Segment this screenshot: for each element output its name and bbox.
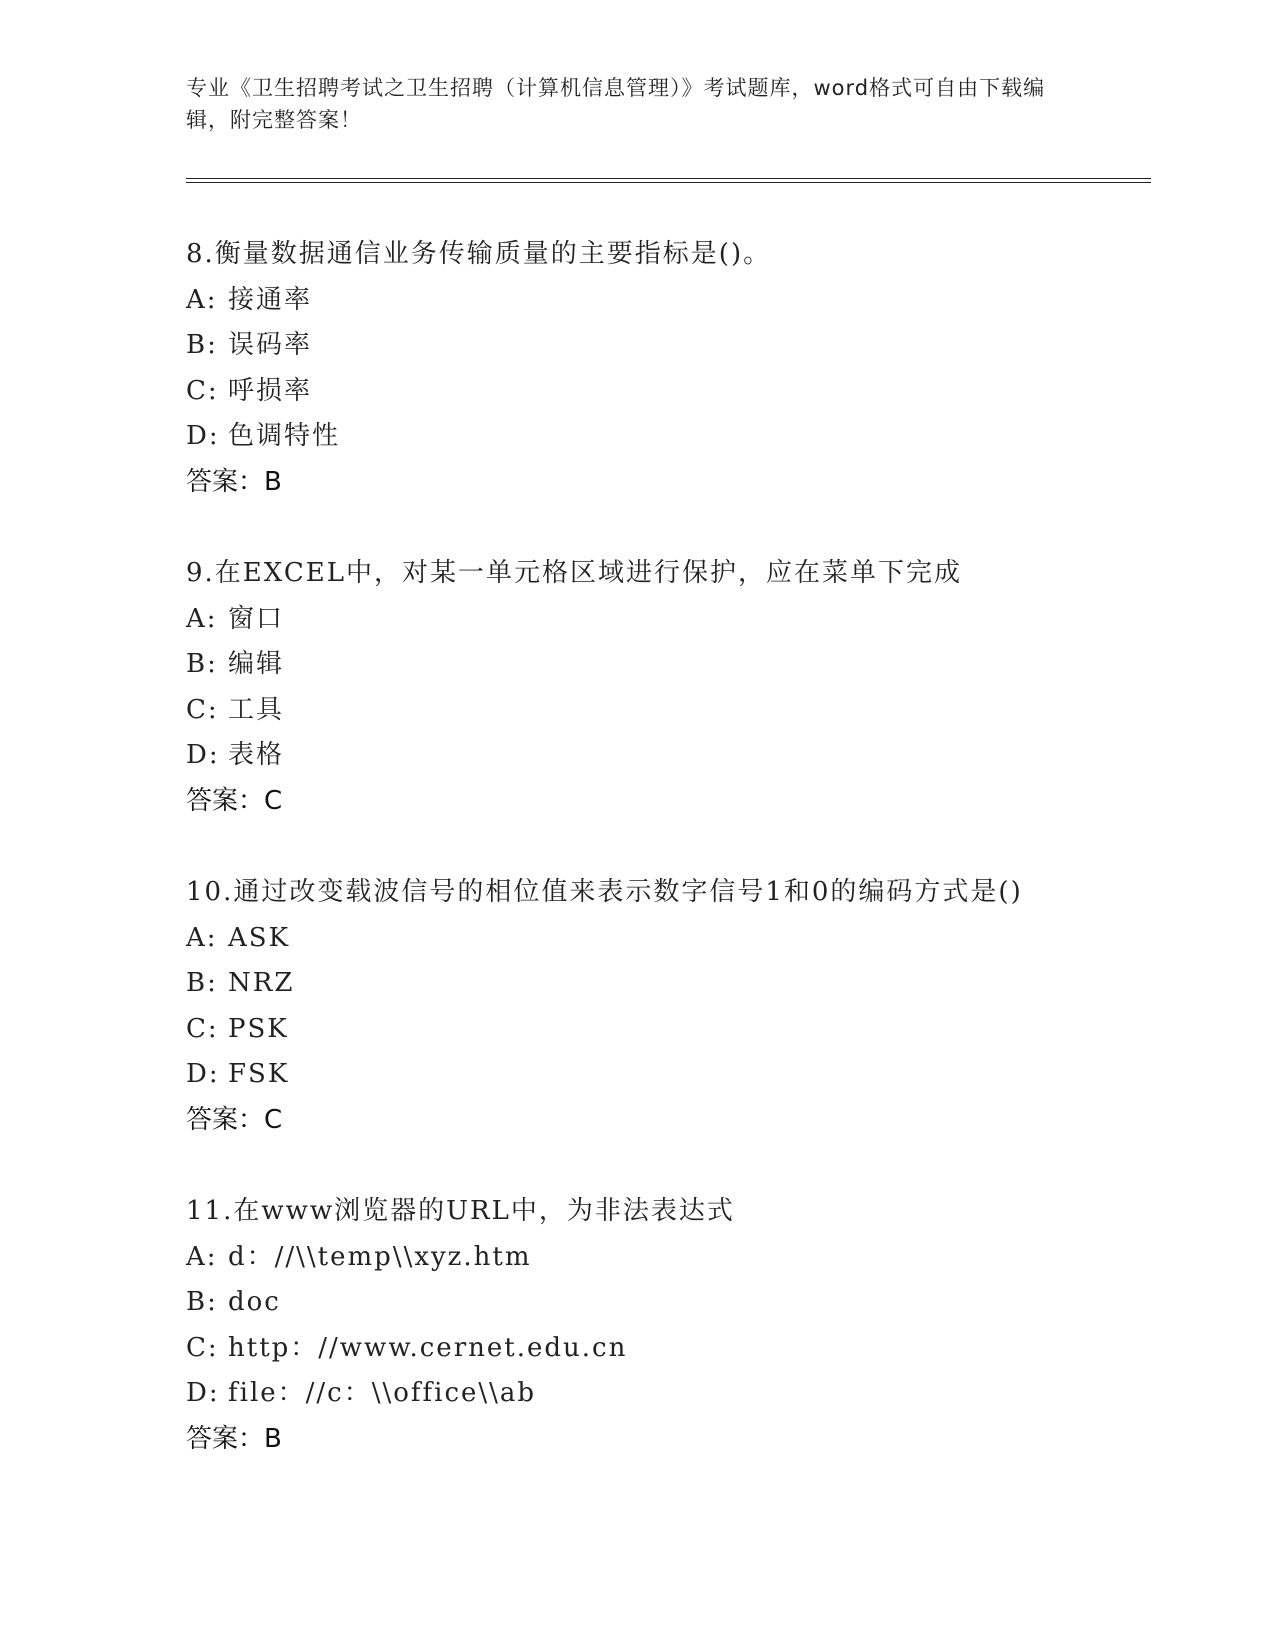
option-text: 色调特性	[228, 421, 341, 451]
option-letter: D:	[186, 740, 220, 770]
option-text: 编辑	[228, 649, 285, 679]
option-letter: A:	[186, 284, 218, 315]
option-letter: A:	[186, 922, 218, 953]
option-d	[186, 733, 1151, 779]
option-text: doc	[228, 1287, 281, 1317]
option-letter: A:	[186, 603, 218, 634]
option-text: 工具	[228, 694, 285, 725]
option-letter: C:	[186, 1332, 219, 1363]
option-text: NRZ	[228, 968, 295, 998]
option-text: http：//www.cernet.edu.cn	[228, 1332, 628, 1363]
question-8	[186, 232, 1151, 505]
document-header: 专业《卫生招聘考试之卫生招聘（计算机信息管理）》考试题库，word格式可自由下载编辑，附完整答案！	[186, 76, 1046, 132]
option-c	[186, 1326, 1151, 1372]
option-a	[186, 1235, 1151, 1281]
option-c	[186, 369, 1151, 415]
option-text: FSK	[228, 1059, 290, 1089]
header-divider-bottom	[186, 182, 1151, 183]
question-text: 8.衡量数据通信业务传输质量的主要指标是()。	[186, 239, 772, 269]
option-letter: D:	[186, 1378, 220, 1408]
option-c	[186, 688, 1151, 734]
option-letter: C:	[186, 694, 219, 725]
option-letter: C:	[186, 1013, 219, 1044]
option-a	[186, 597, 1151, 643]
option-b	[186, 642, 1151, 688]
option-letter: B:	[186, 1287, 218, 1317]
option-text: ASK	[228, 922, 291, 953]
question-9	[186, 551, 1151, 824]
option-letter: B:	[186, 330, 218, 360]
option-text: 接通率	[228, 284, 313, 315]
option-d	[186, 414, 1151, 460]
option-b	[186, 961, 1151, 1007]
option-b	[186, 1280, 1151, 1326]
option-letter: D:	[186, 421, 220, 451]
option-letter: C:	[186, 375, 219, 406]
option-text: d：//\\temp\\xyz.htm	[228, 1241, 532, 1272]
option-text: file：//c：\\office\\ab	[228, 1378, 537, 1408]
option-text: PSK	[228, 1013, 289, 1044]
question-text: 9.在EXCEL中，对某一单元格区域进行保护，应在菜单下完成	[186, 558, 962, 588]
option-d	[186, 1052, 1151, 1098]
option-letter: A:	[186, 1241, 218, 1272]
option-text: 窗口	[228, 603, 285, 634]
option-a	[186, 278, 1151, 324]
option-text: 误码率	[228, 330, 313, 360]
answer-line: 答案：B	[186, 466, 282, 497]
option-b	[186, 323, 1151, 369]
question-text: 10.通过改变载波信号的相位值来表示数字信号1和0的编码方式是()	[186, 877, 1023, 907]
question-text: 11.在www浏览器的URL中，为非法表达式	[186, 1196, 735, 1226]
option-c	[186, 1007, 1151, 1053]
answer-line: 答案：B	[186, 1423, 282, 1454]
option-letter: D:	[186, 1059, 220, 1089]
option-text: 呼损率	[228, 375, 313, 406]
option-a	[186, 916, 1151, 962]
option-d	[186, 1371, 1151, 1417]
answer-line: 答案：C	[186, 1104, 283, 1135]
question-11	[186, 1189, 1151, 1462]
option-text: 表格	[228, 740, 285, 770]
answer-line: 答案：C	[186, 785, 283, 816]
option-letter: B:	[186, 968, 218, 998]
option-letter: B:	[186, 649, 218, 679]
question-10	[186, 870, 1151, 1143]
header-divider-top	[186, 178, 1151, 179]
